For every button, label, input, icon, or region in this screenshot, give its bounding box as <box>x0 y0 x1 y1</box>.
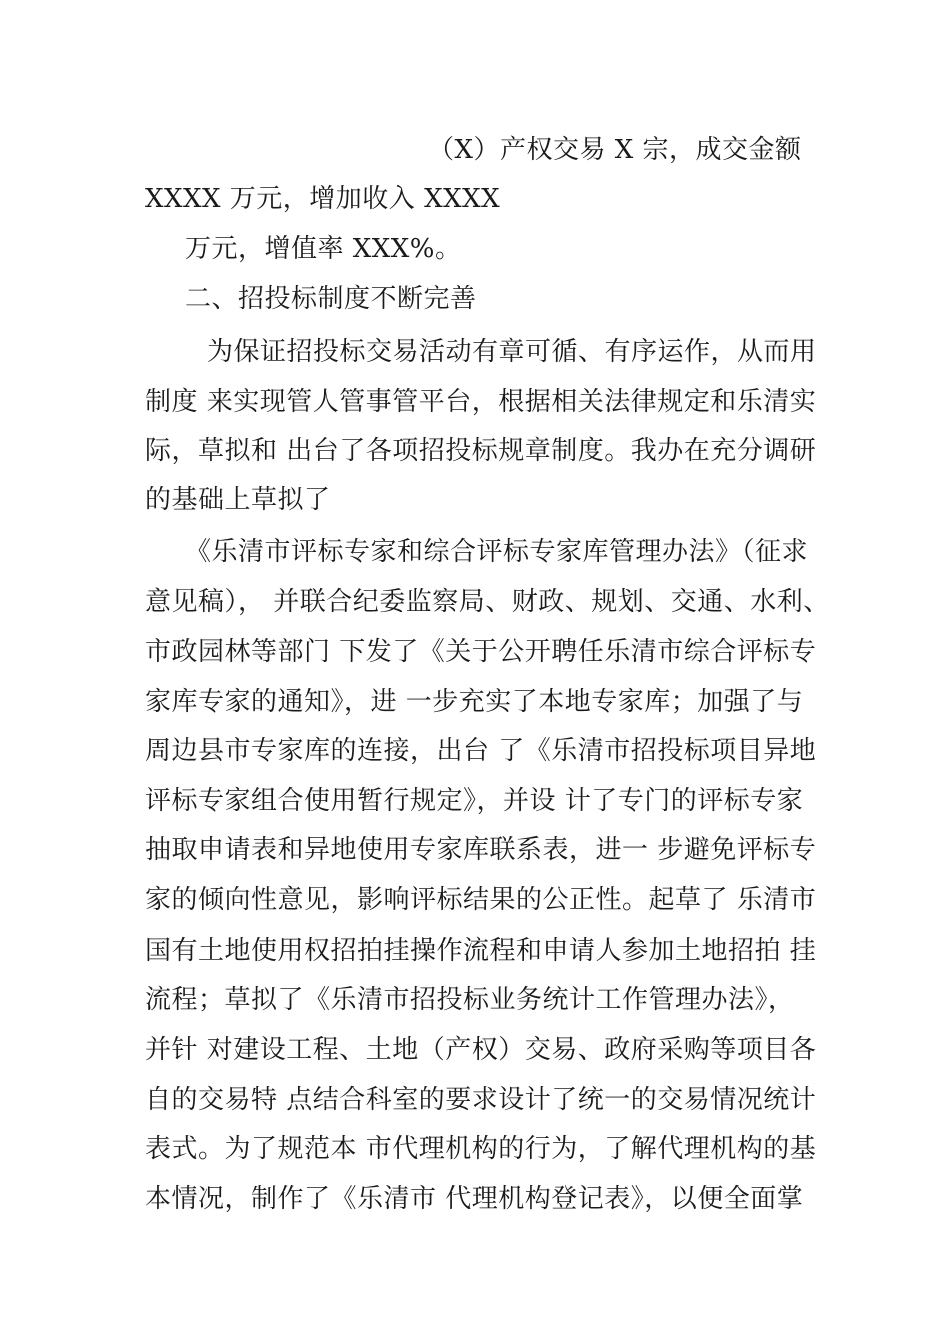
text-line-6: 制度 来实现管人管事管平台，根据相关法律规定和乐清实 <box>145 387 817 417</box>
text-line-7: 际，草拟和 出台了各项招投标规章制度。我办在充分调研 <box>145 436 817 466</box>
text-line-21: 表式。为了规范本 市代理机构的行为，了解代理机构的基 <box>145 1134 817 1164</box>
text-line-13: 周边县市专家库的连接，出台 了《乐清市招投标项目异地 <box>145 736 817 766</box>
text-line-15: 抽取申请表和异地使用专家库联系表，进一 步避免评标专 <box>145 835 817 865</box>
text-line-11: 市政园林等部门 下发了《关于公开聘任乐清市综合评标专 <box>145 637 817 667</box>
text-line-10: 意见稿）， 并联合纪委监察局、财政、规划、交通、水利、 <box>145 587 830 617</box>
text-line-3: 万元，增值率 XXX%。 <box>185 234 462 264</box>
text-line-1: （X）产权交易 X 宗，成交金额 <box>428 135 802 165</box>
text-line-2: XXXX 万元，增加收入 XXXX <box>145 184 501 214</box>
text-line-16: 家的倾向性意见，影响评标结果的公正性。起草了 乐清市 <box>145 885 817 915</box>
text-line-14: 评标专家组合使用暂行规定》，并设 计了专门的评标专家 <box>145 786 804 816</box>
text-line-22: 本情况，制作了《乐清市 代理机构登记表》，以便全面掌 <box>145 1184 804 1214</box>
text-line-18: 流程；草拟了《乐清市招投标业务统计工作管理办法》， <box>145 985 795 1015</box>
text-line-17: 国有土地使用权招拍挂操作流程和申请人参加土地招拍 挂 <box>145 936 817 966</box>
text-line-12: 家库专家的通知》，进 一步充实了本地专家库；加强了与 <box>145 687 804 717</box>
text-line-19: 并针 对建设工程、土地（产权）交易、政府采购等项目各 <box>145 1035 817 1065</box>
text-line-8: 的基础上草拟了 <box>145 485 331 515</box>
text-line-5: 为保证招投标交易活动有章可循、有序运作，从而用 <box>207 337 817 367</box>
section-heading: 二、招投标制度不断完善 <box>185 284 477 314</box>
text-line-20: 自的交易特 点结合科室的要求设计了统一的交易情况统计 <box>145 1085 817 1115</box>
text-line-9: 《乐清市评标专家和综合评标专家库管理办法》（征求 <box>185 537 809 567</box>
